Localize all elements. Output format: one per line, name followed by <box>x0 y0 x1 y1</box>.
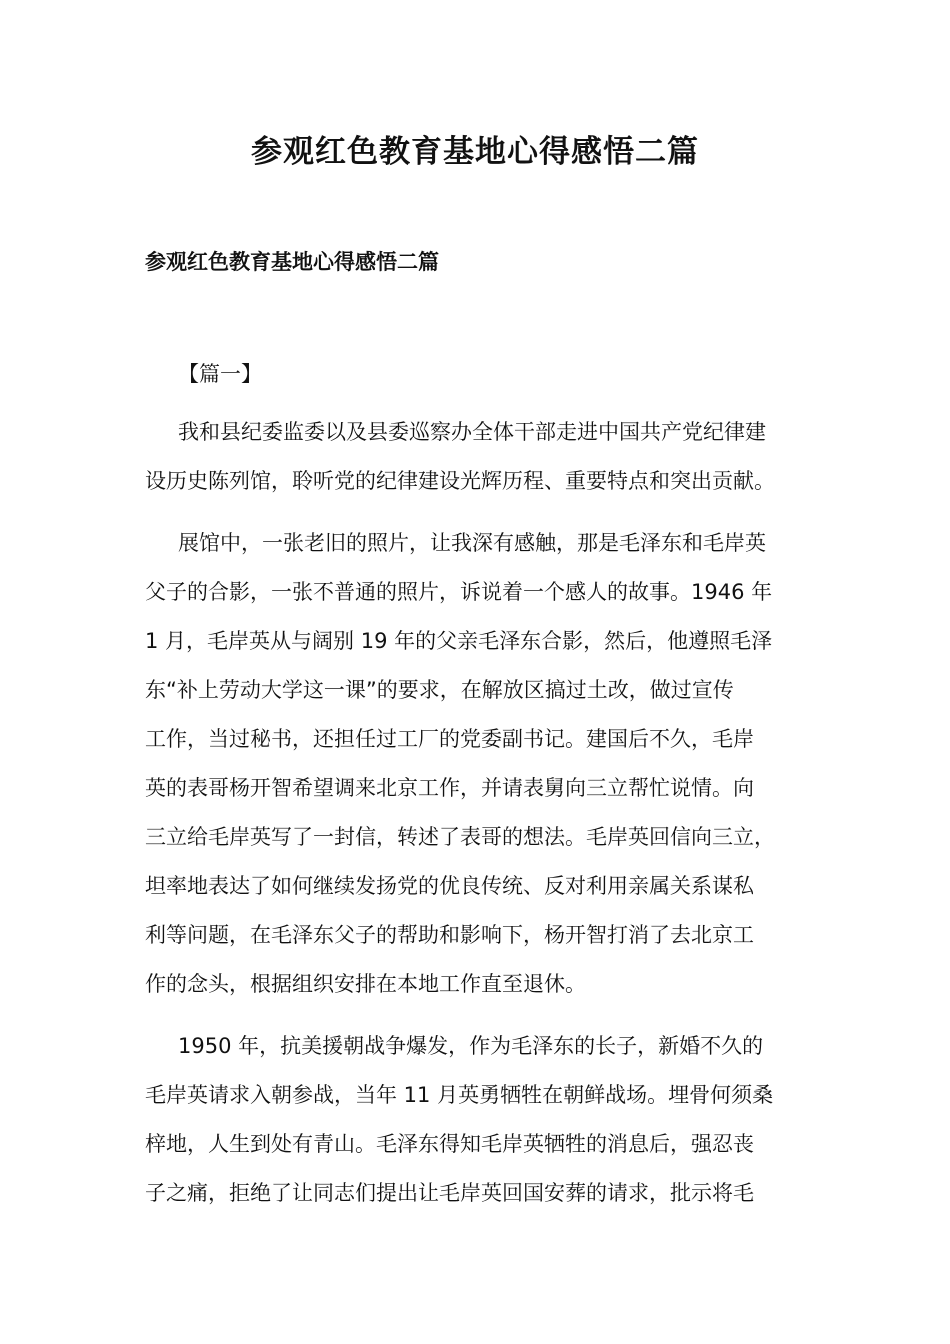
paragraph-line: 工作，当过秘书，还担任过工厂的党委副书记。建国后不久，毛岸 <box>145 727 754 751</box>
paragraph-line: 展馆中，一张老旧的照片，让我深有感触，那是毛泽东和毛岸英 <box>178 531 766 555</box>
paragraph-line: 梓地，人生到处有青山。毛泽东得知毛岸英牺牲的消息后，强忍丧 <box>145 1132 754 1156</box>
paragraph-2 <box>145 519 810 1009</box>
section-label: 【篇一】 <box>178 362 262 386</box>
paragraph-line: 我和县纪委监委以及县委巡察办全体干部走进中国共产党纪律建 <box>178 420 766 444</box>
paragraph-line: 设历史陈列馆，聆听党的纪律建设光辉历程、重要特点和突出贡献。 <box>145 469 775 493</box>
paragraph-line: 1 月，毛岸英从与阔别 19 年的父亲毛泽东合影，然后，他遵照毛泽 <box>145 629 773 653</box>
paragraph-line: 利等问题，在毛泽东父子的帮助和影响下，杨开智打消了去北京工 <box>145 923 754 947</box>
paragraph-line: 坦率地表达了如何继续发扬党的优良传统、反对利用亲属关系谋私 <box>145 874 754 898</box>
paragraph-line: 三立给毛岸英写了一封信，转述了表哥的想法。毛岸英回信向三立， <box>145 825 775 849</box>
paragraph-line: 1950 年，抗美援朝战争爆发，作为毛泽东的长子，新婚不久的 <box>178 1034 764 1058</box>
paragraph-line: 作的念头，根据组织安排在本地工作直至退休。 <box>145 972 586 996</box>
paragraph-1 <box>145 408 810 506</box>
document-title: 参观红色教育基地心得感悟二篇 <box>251 134 699 170</box>
paragraph-3 <box>145 1022 810 1218</box>
paragraph-line: 父子的合影，一张不普通的照片，诉说着一个感人的故事。1946 年 <box>145 580 773 604</box>
paragraph-line: 英的表哥杨开智希望调来北京工作，并请表舅向三立帮忙说情。向 <box>145 776 754 800</box>
body-text <box>145 408 810 1231</box>
paragraph-line: 东“补上劳动大学这一课”的要求，在解放区搞过土改，做过宣传 <box>145 678 734 702</box>
paragraph-line: 毛岸英请求入朝参战，当年 11 月英勇牺牲在朝鲜战场。埋骨何须桑 <box>145 1083 774 1107</box>
document-subtitle: 参观红色教育基地心得感悟二篇 <box>145 250 439 274</box>
paragraph-line: 子之痛，拒绝了让同志们提出让毛岸英回国安葬的请求，批示将毛 <box>145 1181 754 1205</box>
